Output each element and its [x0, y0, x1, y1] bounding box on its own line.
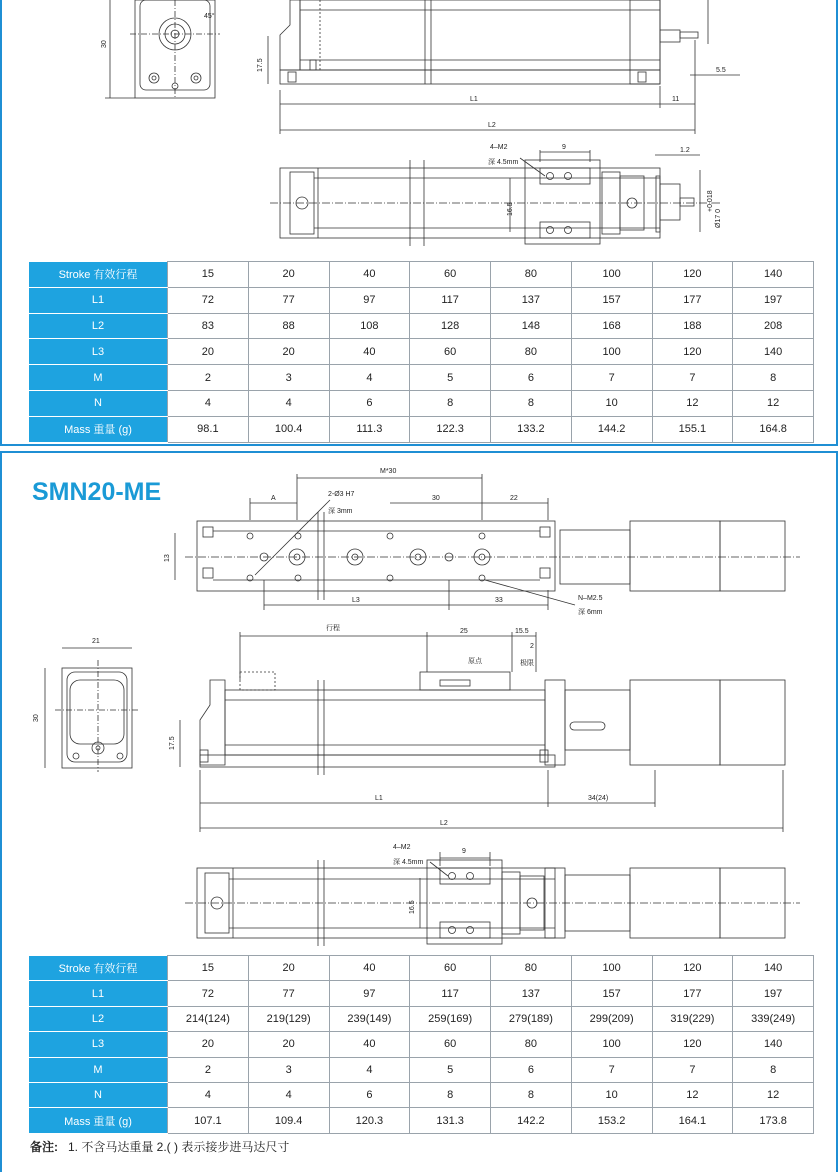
l1-label: L1	[470, 96, 478, 103]
table-cell: 8	[733, 1057, 814, 1082]
table-cell: 20	[248, 262, 329, 288]
table-row	[29, 981, 814, 1006]
table-cell: 197	[733, 287, 814, 313]
table-cell: 15	[168, 262, 249, 288]
table-row	[29, 956, 814, 981]
table-cell: 83	[168, 313, 249, 339]
table-cell: 117	[410, 981, 491, 1006]
table-cell: 128	[410, 313, 491, 339]
table-cell: 20	[168, 1032, 249, 1057]
table-cell: 20	[168, 339, 249, 365]
dim-22-label: 22	[510, 495, 518, 502]
table-cell: 88	[248, 313, 329, 339]
table-cell: 77	[248, 981, 329, 1006]
row-header: L3	[29, 1032, 168, 1057]
a-label: A	[271, 495, 276, 502]
table-cell: 100	[571, 956, 652, 981]
row-header: M	[29, 1057, 168, 1082]
table-cell: 120	[652, 956, 733, 981]
depth-4-5-bottom-label: 深 4.5mm	[393, 859, 424, 866]
l2-bottom-label: L2	[440, 820, 448, 827]
row-header: N	[29, 390, 168, 416]
table-cell: 131.3	[410, 1108, 491, 1133]
dim-1-2-label: 1.2	[680, 147, 690, 154]
table-cell: 60	[410, 1032, 491, 1057]
dim-15-5-label: 15.5	[515, 628, 529, 635]
table-cell: 140	[733, 956, 814, 981]
table-cell: 100	[571, 262, 652, 288]
table-cell: 15	[168, 956, 249, 981]
l3-label: L3	[352, 597, 360, 604]
row-header: Mass 重量 (g)	[29, 416, 168, 442]
table-cell: 188	[652, 313, 733, 339]
screw-label: 4–M2	[490, 144, 508, 151]
table-row	[29, 1082, 814, 1107]
table-cell: 4	[329, 1057, 410, 1082]
table-cell: 80	[491, 339, 572, 365]
height-17-5-label: 17.5	[257, 58, 264, 72]
table-cell: 6	[491, 1057, 572, 1082]
table-cell: 2	[168, 1057, 249, 1082]
row-header: Stroke 有效行程	[29, 262, 168, 288]
dim-25-label: 25	[460, 628, 468, 635]
table-row	[29, 1006, 814, 1031]
table-cell: 120.3	[329, 1108, 410, 1133]
table-cell: 197	[733, 981, 814, 1006]
dim-30-label: 30	[432, 495, 440, 502]
row-header: N	[29, 1082, 168, 1107]
table-cell: 40	[329, 262, 410, 288]
table-cell: 4	[329, 365, 410, 391]
table-cell: 164.8	[733, 416, 814, 442]
row-header: M	[29, 365, 168, 391]
height-17-5-bottom-label: 17.5	[169, 736, 176, 750]
table-cell: 144.2	[571, 416, 652, 442]
table-cell: 109.4	[248, 1108, 329, 1133]
table-cell: 20	[248, 1032, 329, 1057]
table-cell: 7	[571, 365, 652, 391]
table-cell: 177	[652, 981, 733, 1006]
motor-label: 34(24)	[588, 795, 609, 802]
depth-6-label: 深 6mm	[578, 609, 603, 616]
table-cell: 40	[329, 1032, 410, 1057]
table-cell: 10	[571, 1082, 652, 1107]
dim-16-5-label: 16.5	[507, 202, 514, 216]
table-cell: 117	[410, 287, 491, 313]
table-cell: 259(169)	[410, 1006, 491, 1031]
row-header: Stroke 有效行程	[29, 956, 168, 981]
table-cell: 40	[329, 339, 410, 365]
bore-label: Ø17 0	[715, 208, 722, 228]
table-cell: 20	[248, 956, 329, 981]
table-cell: 279(189)	[491, 1006, 572, 1031]
table-cell: 12	[733, 390, 814, 416]
table-cell: 60	[410, 339, 491, 365]
height-30-bottom-label: 30	[33, 714, 40, 722]
table-cell: 40	[329, 956, 410, 981]
table-cell: 97	[329, 981, 410, 1006]
footnote	[30, 1138, 289, 1155]
stroke-label: 行程	[326, 625, 340, 632]
table-cell: 7	[571, 1057, 652, 1082]
limit-label: 极限	[520, 660, 534, 667]
m30-label: M*30	[380, 468, 397, 475]
row-header: L1	[29, 287, 168, 313]
table-cell: 148	[491, 313, 572, 339]
table-cell: 339(249)	[733, 1006, 814, 1031]
tolerance-label: +0.018	[707, 190, 714, 212]
table-cell: 208	[733, 313, 814, 339]
l2-label: L2	[488, 122, 496, 129]
hole-label: 2-Ø3 H7	[328, 491, 355, 498]
table-cell: 177	[652, 287, 733, 313]
table-cell: 8	[410, 1082, 491, 1107]
row-header: L1	[29, 981, 168, 1006]
height-30-label: 30	[101, 40, 108, 48]
dim-11-label: 11	[672, 96, 680, 103]
table-cell: 214(124)	[168, 1006, 249, 1031]
row-header: L3	[29, 339, 168, 365]
table-cell: 299(209)	[571, 1006, 652, 1031]
table-cell: 80	[491, 262, 572, 288]
table-cell: 4	[168, 1082, 249, 1107]
table-row	[29, 1032, 814, 1057]
origin-label: 原点	[468, 658, 482, 665]
table-cell: 2	[168, 365, 249, 391]
table-cell: 120	[652, 1032, 733, 1057]
table-cell: 100.4	[248, 416, 329, 442]
depth-3-label: 深 3mm	[328, 508, 353, 515]
table-cell: 140	[733, 339, 814, 365]
table-cell: 111.3	[329, 416, 410, 442]
table-cell: 60	[410, 956, 491, 981]
table-cell: 77	[248, 287, 329, 313]
table-cell: 8	[491, 390, 572, 416]
table-cell: 120	[652, 339, 733, 365]
l1-bottom-label: L1	[375, 795, 383, 802]
row-header: L2	[29, 1006, 168, 1031]
table-cell: 120	[652, 262, 733, 288]
table-cell: 140	[733, 1032, 814, 1057]
dim-13-label: 13	[164, 554, 171, 562]
table-cell: 153.2	[571, 1108, 652, 1133]
table-cell: 6	[329, 390, 410, 416]
table-cell: 157	[571, 287, 652, 313]
table-cell: 173.8	[733, 1108, 814, 1133]
dim-33-label: 33	[495, 597, 503, 604]
table-cell: 5	[410, 1057, 491, 1082]
table-cell: 3	[248, 1057, 329, 1082]
table-cell: 140	[733, 262, 814, 288]
table-cell: 168	[571, 313, 652, 339]
table-cell: 100	[571, 339, 652, 365]
table-cell: 7	[652, 1057, 733, 1082]
table-cell: 142.2	[491, 1108, 572, 1133]
table-row	[29, 1108, 814, 1133]
table-cell: 3	[248, 365, 329, 391]
table-cell: 72	[168, 981, 249, 1006]
screw-bottom-label: 4–M2	[393, 844, 411, 851]
table-cell: 60	[410, 262, 491, 288]
table-cell: 319(229)	[652, 1006, 733, 1031]
table-cell: 239(149)	[329, 1006, 410, 1031]
dim-2-label: 2	[530, 643, 534, 650]
row-header: L2	[29, 313, 168, 339]
spec-table-bottom	[28, 955, 814, 1134]
dim-5-5-label: 5.5	[716, 67, 726, 74]
table-cell: 80	[491, 1032, 572, 1057]
table-cell: 5	[410, 365, 491, 391]
table-cell: 164.1	[652, 1108, 733, 1133]
table-cell: 4	[168, 390, 249, 416]
table-cell: 108	[329, 313, 410, 339]
table-cell: 122.3	[410, 416, 491, 442]
table-cell: 8	[491, 1082, 572, 1107]
table-cell: 133.2	[491, 416, 572, 442]
footnote-text: 1. 不含马达重量 2.( ) 表示接步进马达尺寸	[68, 1140, 290, 1154]
width-21-label: 21	[92, 638, 100, 645]
dim-16-5-bottom-label: 16.5	[409, 900, 416, 914]
depth-label: 深 4.5mm	[488, 159, 519, 166]
table-cell: 12	[652, 1082, 733, 1107]
dim-9-label: 9	[562, 144, 566, 151]
table-cell: 107.1	[168, 1108, 249, 1133]
table-cell: 137	[491, 287, 572, 313]
dim-9-bottom-label: 9	[462, 848, 466, 855]
table-cell: 6	[491, 365, 572, 391]
table-cell: 100	[571, 1032, 652, 1057]
table-cell: 12	[733, 1082, 814, 1107]
table-cell: 72	[168, 287, 249, 313]
footnote-label: 备注:	[30, 1140, 58, 1154]
angle-label: 45°	[204, 13, 215, 20]
section-title: SMN20-ME	[32, 478, 162, 506]
table-cell: 98.1	[168, 416, 249, 442]
table-cell: 4	[248, 1082, 329, 1107]
table-cell: 137	[491, 981, 572, 1006]
table-cell: 12	[652, 390, 733, 416]
table-row	[29, 1057, 814, 1082]
table-cell: 97	[329, 287, 410, 313]
nm25-label: N–M2.5	[578, 595, 603, 602]
table-cell: 8	[733, 365, 814, 391]
table-cell: 7	[652, 365, 733, 391]
row-header: Mass 重量 (g)	[29, 1108, 168, 1133]
table-cell: 20	[248, 339, 329, 365]
table-cell: 219(129)	[248, 1006, 329, 1031]
table-cell: 10	[571, 390, 652, 416]
table-cell: 80	[491, 956, 572, 981]
table-cell: 8	[410, 390, 491, 416]
table-cell: 155.1	[652, 416, 733, 442]
table-cell: 4	[248, 390, 329, 416]
table-cell: 6	[329, 1082, 410, 1107]
table-cell: 157	[571, 981, 652, 1006]
